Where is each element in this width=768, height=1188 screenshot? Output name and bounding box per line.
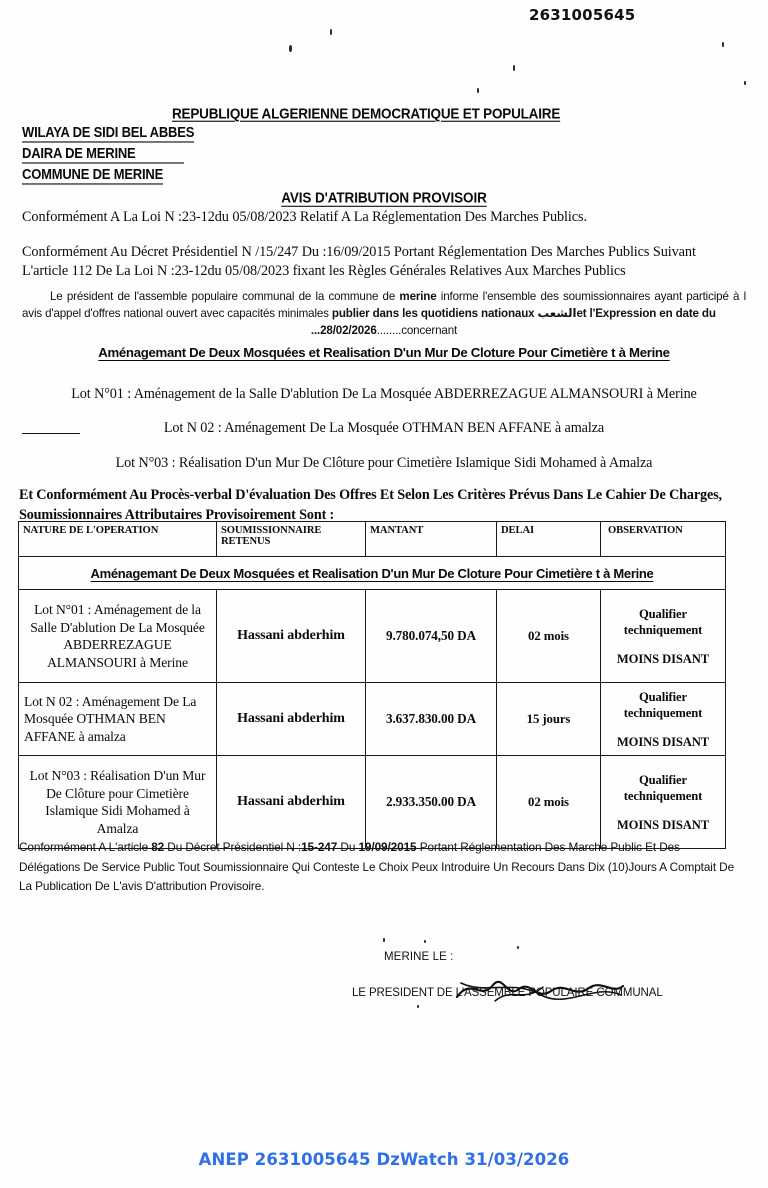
closing-part-1: Conformément A L'article: [19, 840, 152, 854]
country-heading: REPUBLIQUE ALGERIENNE DEMOCRATIQUE ET POPULAIRE: [172, 105, 561, 122]
signature-place-line: MERINE LE :: [384, 951, 454, 963]
column-header-soumissionnaire: SOUMISSIONNAIRE RETENUS: [217, 522, 366, 557]
table-intro-paragraph: Et Conformément Au Procès-verbal D'évaluation Des Offres Et Selon Les Critères Prévus Dans Le Cahier De Charges, Soumissionnaires Attributaires Provisoirement Sont :: [19, 487, 722, 523]
observation-qualifier: Qualifier techniquement: [623, 689, 703, 720]
column-header-mantant: MANTANT: [366, 522, 497, 557]
cell-montant: 3.637.830.00 DA: [366, 683, 497, 756]
announcement-part-3: et l'Expression en date du: [576, 307, 716, 321]
column-header-delai: DELAI: [497, 522, 601, 557]
closing-part-3: Du: [337, 840, 359, 854]
closing-decret-number: 15-247: [301, 840, 338, 854]
table-group-title-text: Aménagemant De Deux Mosquées et Realisation D'un Mur De Cloture Pour Cimetière t à Merine: [90, 565, 654, 581]
table-header-row: [19, 522, 726, 557]
scan-speck: [477, 88, 479, 93]
announcement-commune: merine: [399, 290, 437, 303]
announcement-publier: publier dans les quotidiens nationaux: [331, 307, 538, 321]
cell-montant: 9.780.074,50 DA: [366, 590, 497, 683]
cell-soumissionnaire: Hassani abderhim: [217, 683, 366, 756]
page-title-text: AVIS D'ATRIBUTION PROVISOIR: [281, 189, 487, 206]
table-row: [19, 683, 726, 756]
observation-moins-disant: MOINS DISANT: [616, 734, 710, 749]
legal-paragraph-1: Conformément A La Loi N :23-12du 05/08/2023 Relatif A La Réglementation Des Marches Publics.: [22, 209, 587, 225]
cell-nature: Lot N°03 : Réalisation D'un Mur De Clôture pour Cimetière Islamique Sidi Mohamed à Amalza: [19, 756, 217, 849]
org-line-commune: COMMUNE DE MERINE: [22, 165, 163, 185]
table-body: [19, 557, 726, 849]
cell-soumissionnaire: Hassani abderhim: [217, 590, 366, 683]
table-row: [19, 756, 726, 849]
cell-nature: Lot N°01 : Aménagement de la Salle D'ablution De La Mosquée ABDERREZAGUE ALMANSOURI à Merine: [19, 590, 217, 683]
cell-delai: 02 mois: [497, 756, 601, 849]
announcement-date-line: [0, 322, 768, 339]
scan-speck: [417, 1005, 419, 1008]
closing-paragraph: [19, 838, 735, 897]
project-title: [0, 345, 768, 360]
closing-part-2: Du Décret Présidentiel N :: [164, 840, 302, 854]
scan-speck: [744, 81, 746, 85]
cell-montant: 2.933.350.00 DA: [366, 756, 497, 849]
column-header-nature: NATURE DE L'OPERATION: [19, 522, 217, 557]
lot-line-1: Lot N°01 : Aménagement de la Salle D'ablution De La Mosquée ABDERREZAGUE ALMANSOURI à Merine: [71, 386, 697, 402]
reference-number: 2631005645: [529, 6, 636, 24]
announcement-date: ...28/02/2026: [310, 324, 377, 337]
announcement-date-suffix: ........concernant: [376, 324, 458, 337]
cell-observation: [601, 590, 726, 683]
page-title: [0, 190, 768, 205]
anep-footer-text: ANEP 2631005645 DzWatch 31/03/2026: [198, 1150, 570, 1169]
scan-speck: [424, 940, 426, 943]
cell-observation: [601, 683, 726, 756]
scan-speck: [383, 938, 385, 942]
scan-speck: [330, 29, 332, 35]
project-title-text: Aménagemant De Deux Mosquées et Realisation D'un Mur De Cloture Pour Cimetière t à Merine: [98, 345, 670, 360]
cell-observation: [601, 756, 726, 849]
legal-paragraph-2: Conformément Au Décret Présidentiel N /15/247 Du :16/09/2015 Portant Réglementation Des Marches Publics Suivant L'article 112 De La Loi N :23-12du 05/08/2023 fixant les Règles Générales Relatives Aux Marches Publics: [22, 244, 696, 279]
award-table: [18, 521, 726, 849]
observation-moins-disant: MOINS DISANT: [616, 651, 710, 666]
closing-article-number: 82: [151, 840, 165, 854]
scan-speck: [722, 42, 724, 47]
observation-qualifier: Qualifier techniquement: [623, 606, 703, 637]
column-header-observation: OBSERVATION: [601, 522, 726, 557]
closing-part-4: Portant Réglementation Des Marche Public Et Des Délégations De Service Public Tout Soumissionnaire Qui Conteste Le Choix Peux Introduire Un Recours Dans Dix (10)Jours A Comptait De La Publication De L'avis D'attribution Provisoire.: [19, 840, 735, 893]
cell-soumissionnaire: Hassani abderhim: [217, 756, 366, 849]
table-row: [19, 590, 726, 683]
announcement-paragraph: [22, 288, 746, 323]
announcement-part-1: Le président de l'assemble populaire communal de la commune de: [50, 290, 400, 303]
table-header: [19, 522, 726, 557]
scan-speck: [517, 946, 519, 949]
cell-nature: Lot N 02 : Aménagement De La Mosquée OTHMAN BEN AFFANE à amalza: [19, 683, 217, 756]
org-line-wilaya: WILAYA DE SIDI BEL ABBES: [22, 123, 194, 143]
cell-delai: 02 mois: [497, 590, 601, 683]
org-line-daira: DAIRA DE MERINE: [22, 144, 184, 164]
observation-moins-disant: MOINS DISANT: [616, 817, 710, 832]
scan-speck: [289, 45, 292, 52]
table-group-title-cell: [19, 557, 726, 590]
anep-footer: [0, 1150, 768, 1169]
observation-qualifier: Qualifier techniquement: [623, 772, 703, 803]
scan-speck: [513, 65, 515, 71]
cell-delai: 15 jours: [497, 683, 601, 756]
announcement-part-2: informe l'ensemble des soumissionnaires ayant participé à l avis d'appel d'offres national ouvert avec capacités minimales: [22, 290, 746, 321]
announcement-arabic-newspaper: الشعب: [537, 306, 577, 321]
lot-line-3: Lot N°03 : Réalisation D'un Mur De Clôture pour Cimetière Islamique Sidi Mohamed à Amalza: [115, 455, 653, 471]
table-group-title-row: [19, 557, 726, 590]
closing-decret-date: 19/09/2015: [358, 840, 417, 854]
signature-title-line: LE PRESIDENT DE L'ASSEMBLE POPULAIRE COMMUNAL: [352, 987, 663, 999]
lot-line-2: Lot N 02 : Aménagement De La Mosquée OTHMAN BEN AFFANE à amalza: [163, 420, 605, 436]
